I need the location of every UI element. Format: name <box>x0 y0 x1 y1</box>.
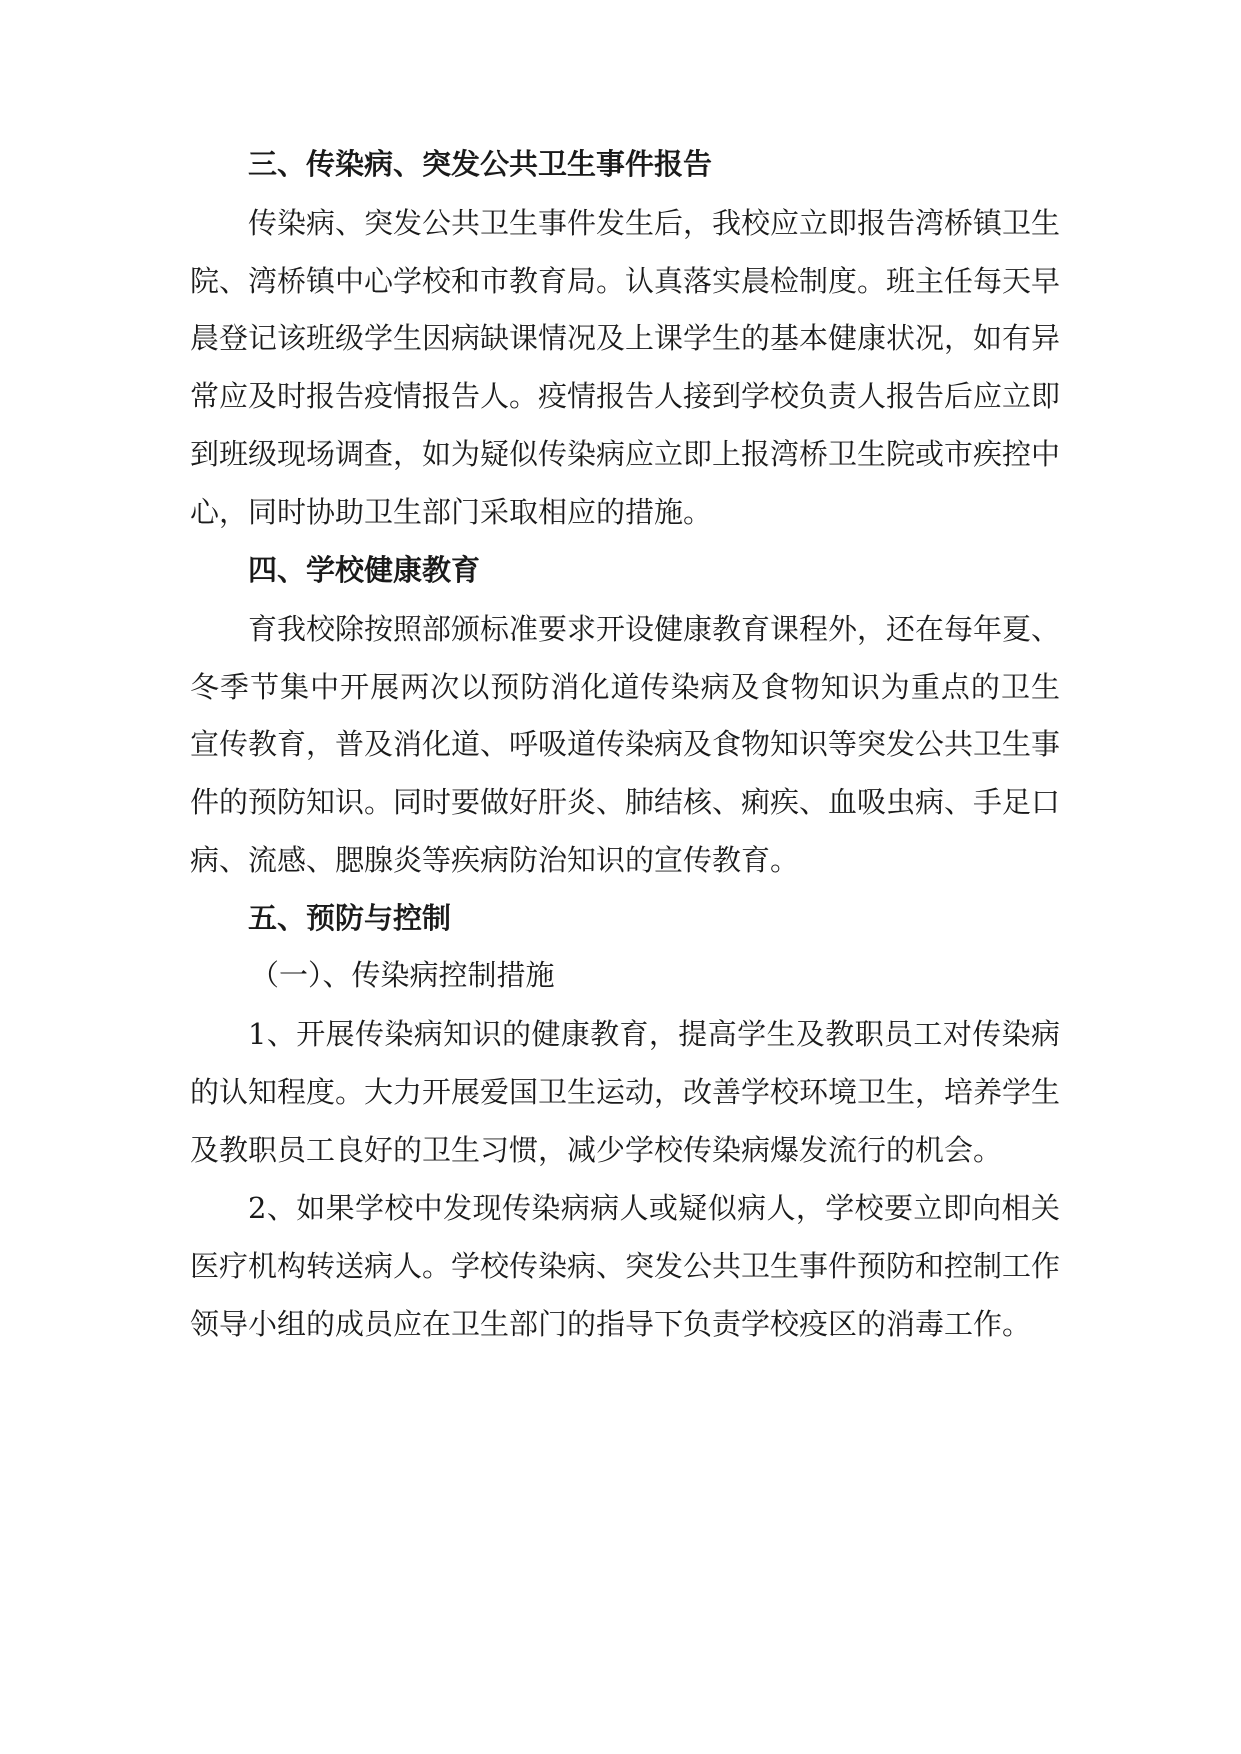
section-3-line-1: 传染病、突发公共卫生事件发生后，我校应立即报告湾桥镇卫生 <box>248 206 1061 240</box>
section-3-line-5: 到班级现场调查，如为疑似传染病应立即上报湾桥卫生院或市疾控中 <box>190 437 1061 471</box>
section-4-heading: 四、学校健康教育 <box>248 553 481 587</box>
item-2-line-2: 医疗机构转送病人。学校传染病、突发公共卫生事件预防和控制工作 <box>190 1249 1061 1283</box>
section-3-heading: 三、传染病、突发公共卫生事件报告 <box>248 147 713 181</box>
item-1-line-2: 的认知程度。大力开展爱国卫生运动，改善学校环境卫生，培养学生 <box>190 1075 1061 1109</box>
item-1-line-1: 1、开展传染病知识的健康教育，提高学生及教职员工对传染病 <box>248 1017 1060 1051</box>
section-3-line-2: 院、湾桥镇中心学校和市教育局。认真落实晨检制度。班主任每天早 <box>190 264 1061 298</box>
section-4-line-1: 育我校除按照部颁标准要求开设健康教育课程外，还在每年夏、 <box>248 612 1061 646</box>
section-4-line-2: 冬季节集中开展两次以预防消化道传染病及食物知识为重点的卫生 <box>190 670 1060 704</box>
section-4-line-4: 件的预防知识。同时要做好肝炎、肺结核、痢疾、血吸虫病、手足口 <box>190 785 1061 819</box>
section-5-heading: 五、预防与控制 <box>248 901 452 935</box>
section-3-line-4: 常应及时报告疫情报告人。疫情报告人接到学校负责人报告后应立即 <box>190 379 1061 413</box>
section-5-subheading: （一）、传染病控制措施 <box>250 958 555 992</box>
section-4-line-3: 宣传教育，普及消化道、呼吸道传染病及食物知识等突发公共卫生事 <box>190 727 1061 761</box>
section-3-line-6: 心，同时协助卫生部门采取相应的措施。 <box>190 495 713 529</box>
section-4-line-5: 病、流感、腮腺炎等疾病防治知识的宣传教育。 <box>190 843 800 877</box>
section-3-line-3: 晨登记该班级学生因病缺课情况及上课学生的基本健康状况，如有异 <box>190 321 1061 355</box>
item-2-line-3: 领导小组的成员应在卫生部门的指导下负责学校疫区的消毒工作。 <box>190 1307 1032 1341</box>
item-1-line-3: 及教职员工良好的卫生习惯，减少学校传染病爆发流行的机会。 <box>190 1133 1003 1167</box>
item-2-line-1: 2、如果学校中发现传染病病人或疑似病人，学校要立即向相关 <box>248 1191 1060 1225</box>
